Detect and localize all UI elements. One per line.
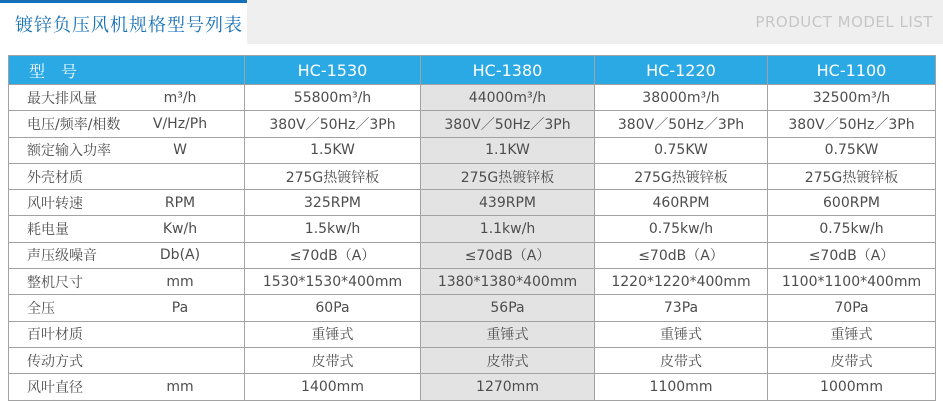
spec-row-unit: Pa: [171, 300, 189, 317]
spec-row-unit: V/Hz/Ph: [152, 115, 208, 132]
spec-row-label: 外壳材质: [27, 169, 83, 186]
spec-row: [9, 137, 936, 163]
spec-value-hc-1220: 0.75KW: [595, 137, 768, 163]
column-header-model: 型 号: [9, 56, 245, 85]
spec-value-hc-1220: 275G热镀锌板: [595, 163, 768, 189]
spec-value-hc-1530: 1530*1530*400mm: [245, 269, 421, 295]
page-title: 镀锌负压风机规格型号列表: [15, 14, 243, 36]
column-header-hc-1100: HC-1100: [768, 56, 936, 85]
spec-row: [9, 374, 936, 400]
page-subtitle: PRODUCT MODEL LIST: [755, 13, 933, 31]
spec-row-label: 风叶转速: [27, 195, 83, 212]
spec-value-hc-1530: 1.5KW: [245, 137, 421, 163]
spec-value-hc-1220: 380V／50Hz／3Ph: [595, 111, 768, 137]
spec-row: [9, 163, 936, 189]
spec-value-hc-1380: 1.1kw/h: [421, 216, 595, 242]
spec-value-hc-1100: 275G热镀锌板: [768, 163, 936, 189]
spec-value-hc-1100: 1100*1100*400mm: [768, 269, 936, 295]
spec-row-label: 风叶直径: [27, 379, 83, 396]
spec-row-label-cell: [9, 321, 245, 347]
spec-row-label: 电压/频率/相数: [27, 116, 121, 133]
spec-value-hc-1380: 275G热镀锌板: [421, 163, 595, 189]
spec-value-hc-1530: 60Pa: [245, 295, 421, 321]
spec-row-label-cell: [9, 374, 245, 400]
spec-value-hc-1530: 重锤式: [245, 321, 421, 347]
spec-value-hc-1380: 1380*1380*400mm: [421, 269, 595, 295]
spec-row: [9, 321, 936, 347]
spec-value-hc-1530: 1.5kw/h: [245, 216, 421, 242]
column-header-hc-1530: HC-1530: [245, 56, 421, 85]
spec-row: [9, 295, 936, 321]
spec-row-unit: Db(A): [159, 247, 201, 264]
spec-value-hc-1220: 1100mm: [595, 374, 768, 400]
spec-row-label: 声压级噪音: [27, 248, 97, 265]
spec-value-hc-1380: 439RPM: [421, 190, 595, 216]
spec-value-hc-1530: ≤70dB（A）: [245, 242, 421, 268]
spec-table: [8, 55, 936, 401]
spec-row-label: 整机尺寸: [27, 274, 83, 291]
spec-value-hc-1380: 1270mm: [421, 374, 595, 400]
spec-value-hc-1100: 32500m³/h: [768, 85, 936, 111]
spec-value-hc-1530: 380V／50Hz／3Ph: [245, 111, 421, 137]
spec-value-hc-1380: 44000m³/h: [421, 85, 595, 111]
spec-row-unit: mm: [166, 273, 194, 290]
spec-row: [9, 242, 936, 268]
spec-row-label-cell: [9, 216, 245, 242]
model-header-row: [9, 56, 936, 85]
spec-value-hc-1100: 380V／50Hz／3Ph: [768, 111, 936, 137]
spec-value-hc-1530: 55800m³/h: [245, 85, 421, 111]
spec-value-hc-1380: 380V／50Hz／3Ph: [421, 111, 595, 137]
spec-row-label-cell: [9, 163, 245, 189]
page-title-badge: [0, 0, 247, 44]
spec-row-label-cell: [9, 190, 245, 216]
spec-row-label-cell: [9, 269, 245, 295]
top-bar: [0, 0, 943, 44]
spec-value-hc-1220: 皮带式: [595, 347, 768, 373]
spec-value-hc-1220: 0.75kw/h: [595, 216, 768, 242]
spec-row: [9, 216, 936, 242]
spec-value-hc-1530: 1400mm: [245, 374, 421, 400]
spec-row-unit: RPM: [164, 194, 196, 211]
spec-value-hc-1100: 600RPM: [768, 190, 936, 216]
spec-row-label-cell: [9, 111, 245, 137]
spec-row-label-cell: [9, 295, 245, 321]
spec-row-label: 传动方式: [27, 353, 83, 370]
spec-row-unit: W: [173, 142, 187, 159]
spec-row-unit: Kw/h: [162, 221, 198, 238]
spec-row: [9, 190, 936, 216]
spec-value-hc-1530: 275G热镀锌板: [245, 163, 421, 189]
spec-row: [9, 347, 936, 373]
spec-row: [9, 85, 936, 111]
spec-value-hc-1220: 460RPM: [595, 190, 768, 216]
spec-value-hc-1380: 皮带式: [421, 347, 595, 373]
spec-row: [9, 111, 936, 137]
spec-value-hc-1220: ≤70dB（A）: [595, 242, 768, 268]
spec-table-wrapper: [8, 55, 935, 401]
spec-value-hc-1380: 重锤式: [421, 321, 595, 347]
column-header-hc-1220: HC-1220: [595, 56, 768, 85]
spec-value-hc-1100: ≤70dB（A）: [768, 242, 936, 268]
spec-value-hc-1100: 0.75kw/h: [768, 216, 936, 242]
spec-value-hc-1530: 325RPM: [245, 190, 421, 216]
spec-row-label-cell: [9, 347, 245, 373]
spec-row-label: 最大排风量: [27, 90, 97, 107]
spec-value-hc-1100: 1000mm: [768, 374, 936, 400]
spec-row-label-cell: [9, 242, 245, 268]
spec-row-label: 额定输入功率: [27, 143, 111, 160]
spec-row-unit: mm: [166, 378, 194, 395]
top-bar-right: [247, 0, 943, 44]
spec-row-label: 耗电量: [27, 222, 69, 239]
spec-value-hc-1100: 皮带式: [768, 347, 936, 373]
spec-row-label-cell: [9, 85, 245, 111]
spec-value-hc-1100: 70Pa: [768, 295, 936, 321]
spec-value-hc-1380: 56Pa: [421, 295, 595, 321]
spec-row-label: 全压: [27, 301, 55, 318]
spec-value-hc-1100: 重锤式: [768, 321, 936, 347]
spec-value-hc-1220: 重锤式: [595, 321, 768, 347]
spec-row-unit: m³/h: [163, 89, 197, 106]
spec-value-hc-1220: 38000m³/h: [595, 85, 768, 111]
spec-row-label: 百叶材质: [27, 327, 83, 344]
spec-value-hc-1530: 皮带式: [245, 347, 421, 373]
spec-value-hc-1380: 1.1KW: [421, 137, 595, 163]
spec-value-hc-1220: 1220*1220*400mm: [595, 269, 768, 295]
spec-row-label-cell: [9, 137, 245, 163]
spec-value-hc-1220: 73Pa: [595, 295, 768, 321]
spec-value-hc-1100: 0.75KW: [768, 137, 936, 163]
column-header-hc-1380: HC-1380: [421, 56, 595, 85]
spec-value-hc-1380: ≤70dB（A）: [421, 242, 595, 268]
spec-row: [9, 269, 936, 295]
